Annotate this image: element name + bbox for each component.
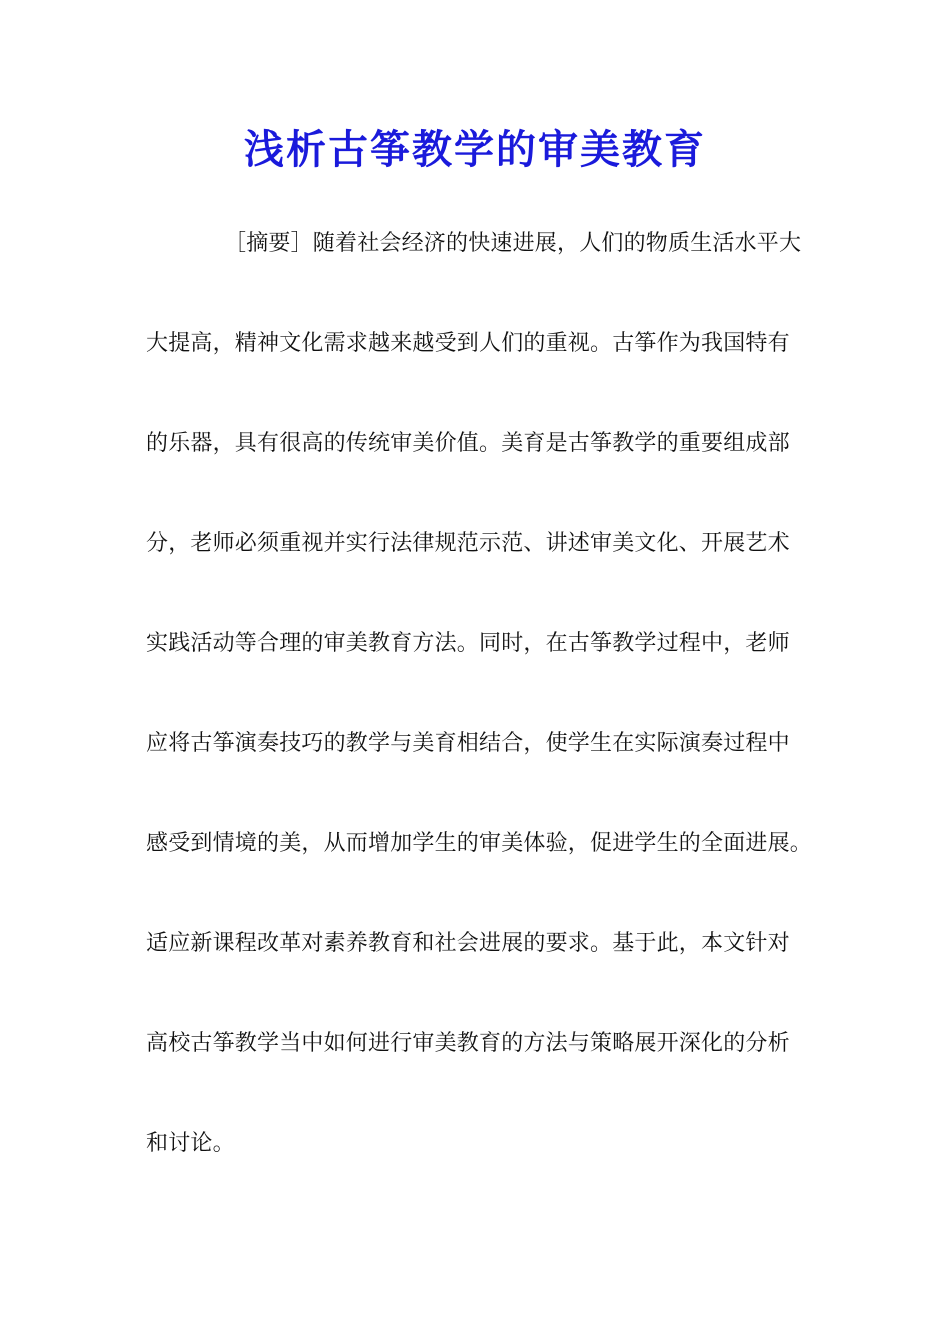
abstract-line: 的乐器，具有很高的传统审美价值。美育是古筝教学的重要组成部: [146, 431, 790, 456]
abstract-line: 实践活动等合理的审美教育方法。同时，在古筝教学过程中，老师: [146, 631, 790, 656]
abstract-paragraph: [146, 222, 836, 1222]
abstract-line: 分，老师必须重视并实行法律规范示范、讲述审美文化、开展艺术: [146, 531, 790, 556]
abstract-line: 和讨论。: [146, 1131, 235, 1156]
abstract-line: ［摘要］随着社会经济的快速进展，人们的物质生活水平大: [224, 231, 802, 256]
abstract-line: 应将古筝演奏技巧的教学与美育相结合，使学生在实际演奏过程中: [146, 731, 790, 756]
abstract-line: 适应新课程改革对素养教育和社会进展的要求。基于此，本文针对: [146, 931, 790, 956]
abstract-line: 感受到情境的美，从而增加学生的审美体验，促进学生的全面进展。: [146, 831, 813, 856]
abstract-line: 大提高，精神文化需求越来越受到人们的重视。古筝作为我国特有: [146, 331, 790, 356]
abstract-line: 高校古筝教学当中如何进行审美教育的方法与策略展开深化的分析: [146, 1031, 790, 1056]
document-title: 浅析古筝教学的审美教育: [244, 126, 706, 173]
